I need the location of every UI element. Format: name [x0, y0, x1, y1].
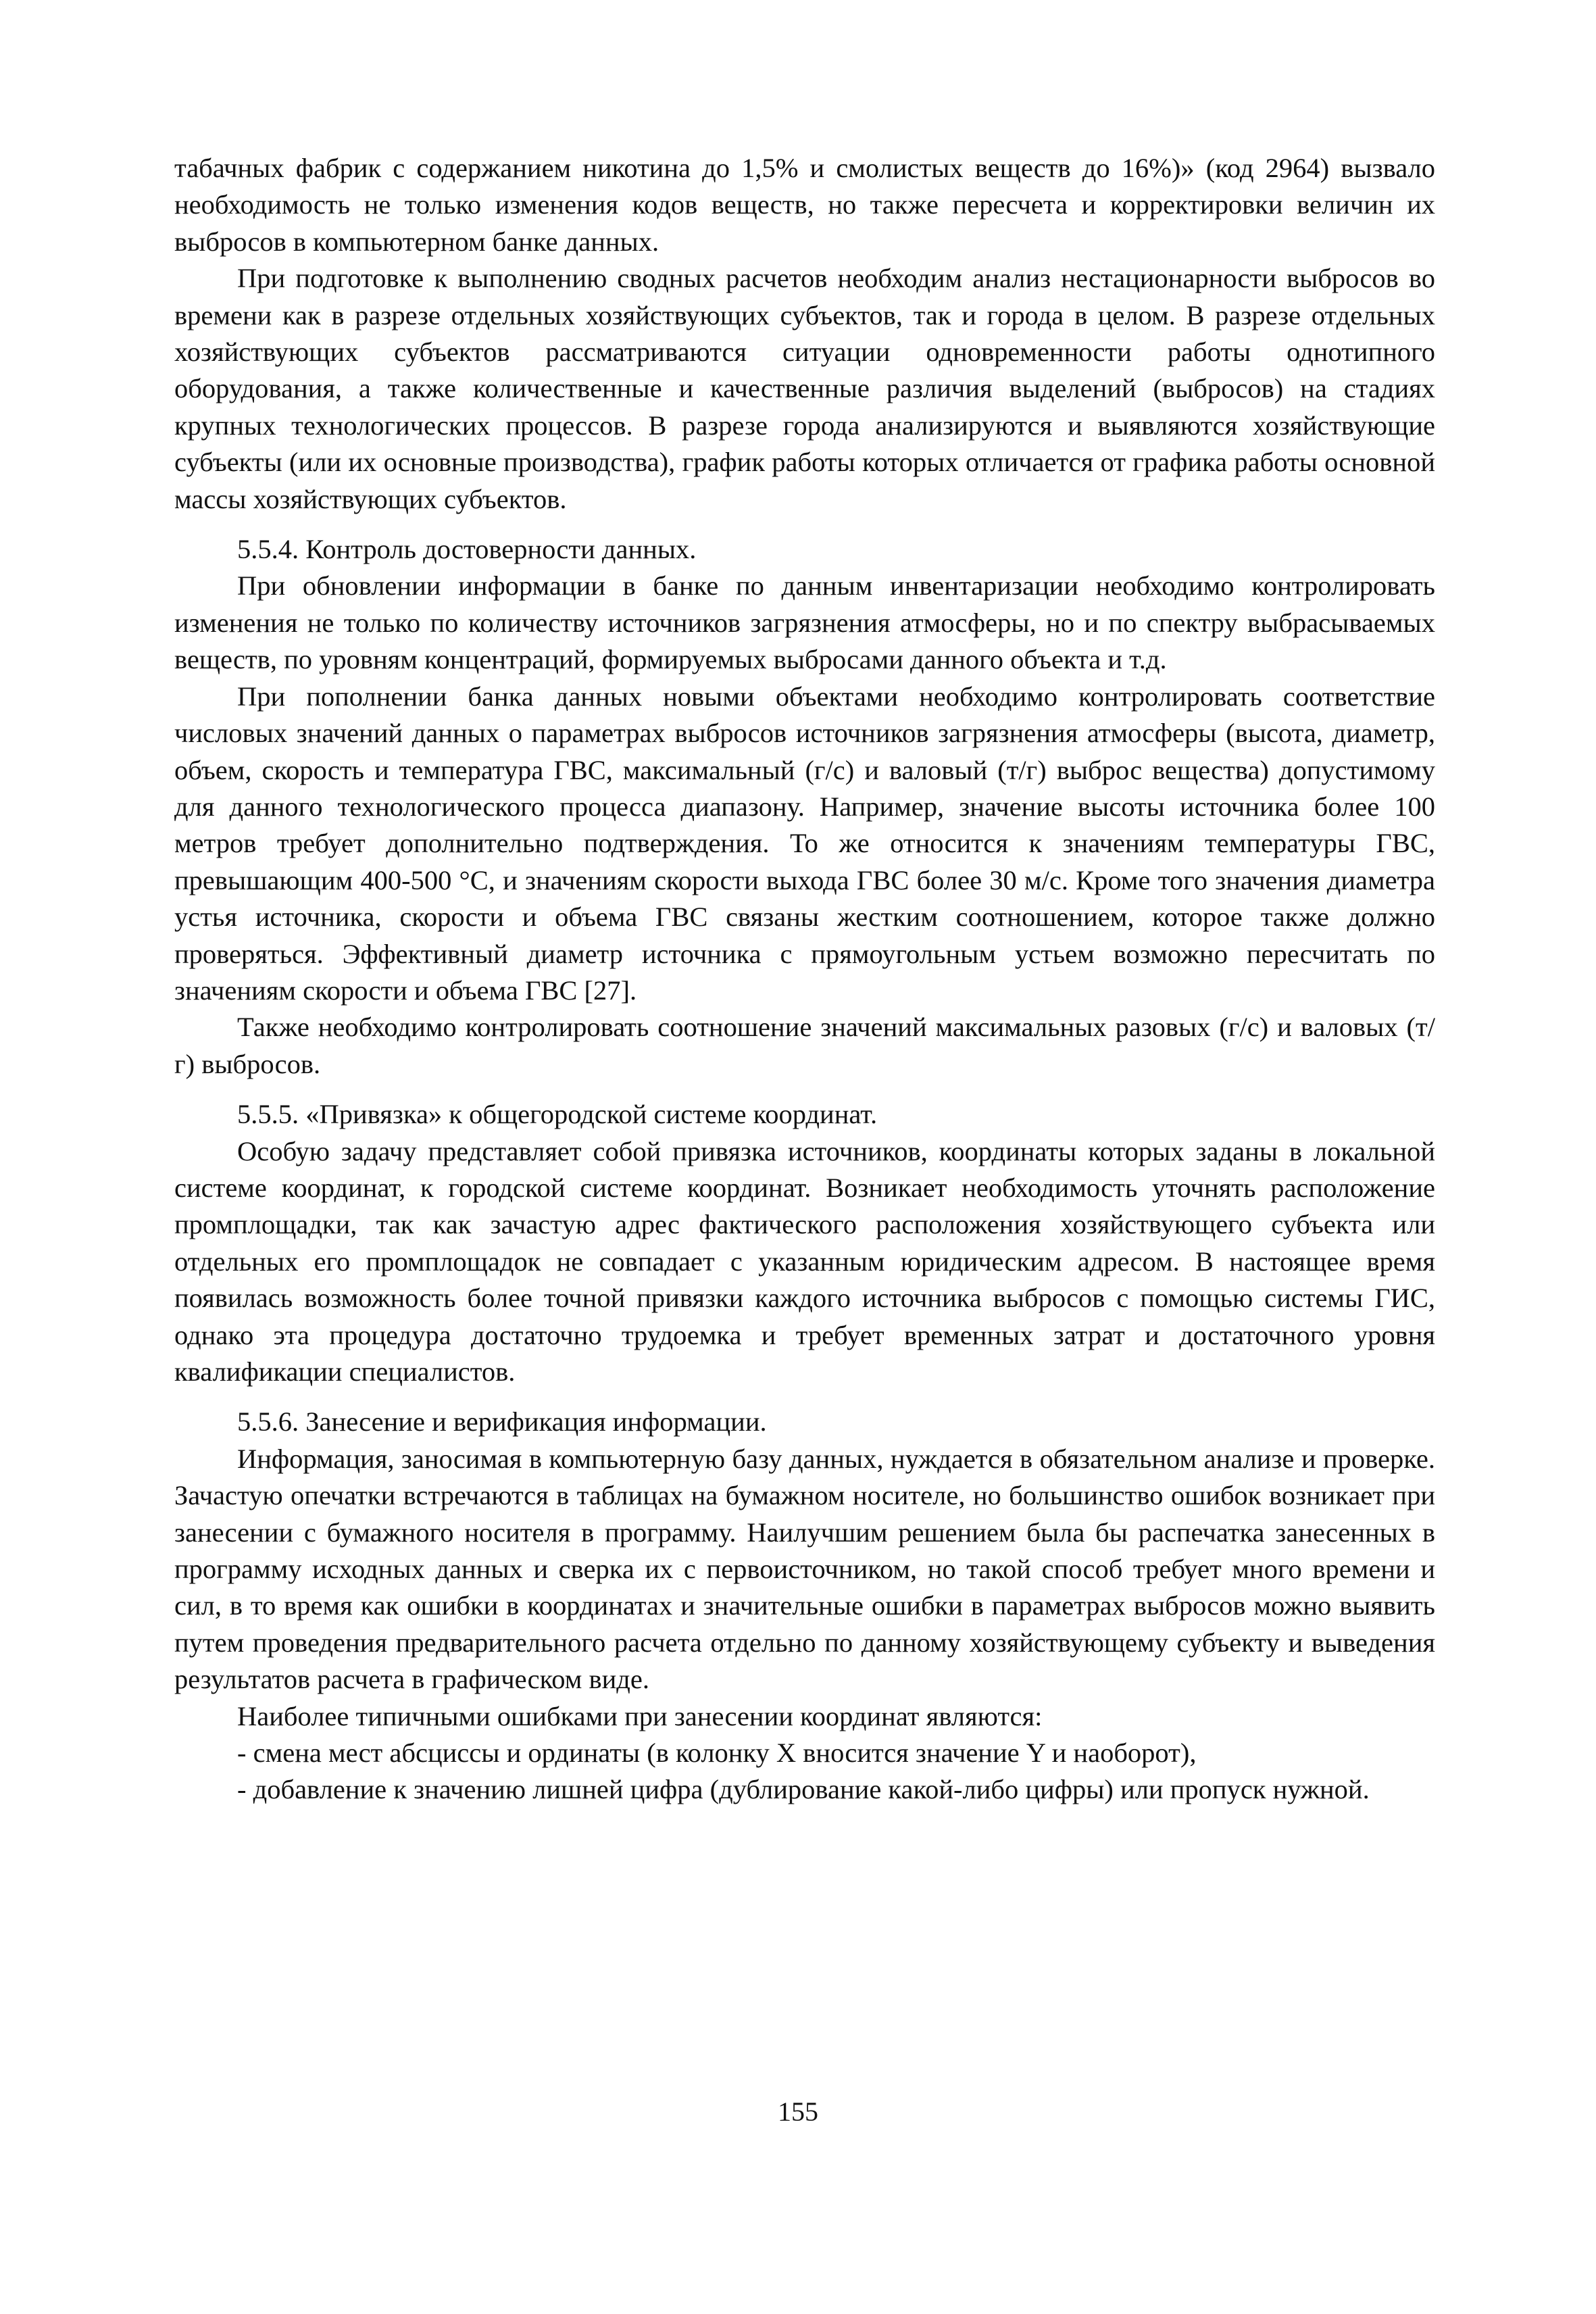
- paragraph-typical-errors: Наиболее типичными ошибками при занесении координат являются:: [237, 1700, 1043, 1731]
- paragraph-nonstationarity: При подготовке к выполнению сводных расчетов необходим анализ нестационарности выбросов во времени как в разрезе отдельных хозяйствующих субъектов, так и города в целом. В разрезе отдельных хозяйствующих субъектов рассматриваются ситуации одновременности работы однотипного оборудования, а также количественные и качественные различия выделений (выбросов) на стадиях крупных технологических процессов. В разрезе города анализируются и выявляются хозяйствующие субъекты (или их основные производства), график работы которых отличается от графика работы основной массы хозяйствующих субъектов.: [174, 263, 1435, 514]
- paragraph-coordinate-binding: Особую задачу представляет собой привязка источников, координаты которых заданы в локальной системе координат, к городской системе координат. Возникает необходимость уточнять расположение промплощадки, так как зачастую адрес фактического расположения хозяйствующего субъекта или отдельных его промплощадок не совпадает с указанным юридическим адресом. В настоящее время появилась возможность более точной привязки каждого источника выбросов с помощью системы ГИС, однако эта процедура достаточно трудоемка и требует временных затрат и достаточного уровня квалификации специалистов.: [174, 1135, 1435, 1387]
- section-heading-5-5-6: 5.5.6. Занесение и верификация информации.: [237, 1406, 767, 1437]
- page-number: 155: [778, 2096, 818, 2127]
- paragraph-inventory-update: При обновлении информации в банке по данным инвентаризации необходимо контролировать изменения не только по количеству источников загрязнения атмосферы, но и по спектру выбрасываемых веществ, по уровням концентраций, формируемых выбросами данного объекта и т.д.: [174, 570, 1435, 675]
- section-heading-5-5-5: 5.5.5. «Привязка» к общегородской системе координат.: [237, 1099, 878, 1130]
- section-heading-5-5-4: 5.5.4. Контроль достоверности данных.: [237, 534, 697, 565]
- paragraph-new-objects: При пополнении банка данных новыми объектами необходимо контролировать соответствие числовых значений данных о параметрах выбросов источников загрязнения атмосферы (высота, диаметр, объем, скорость и температура ГВС, максимальный (г/с) и валовый (т/г) выброс вещества) допустимому для данного технологического процесса диапазону. Например, значение высоты источника более 100 метров требует дополнительно подтверждения. То же относится к значениям температуры ГВС, превышающим 400-500 °С, и значениям скорости выхода ГВС более 30 м/с. Кроме того значения диаметра устья источника, скорости и объема ГВС связаны жестким соотношением, которое также должно проверяться. Эффективный диаметр источника с прямоугольным устьем возможно пересчитать по значениям скорости и объема ГВС [27].: [174, 681, 1435, 1006]
- paragraph-continuation: табачных фабрик с содержанием никотина до 1,5% и смолистых веществ до 16%)» (код 2964) вызвало необходимость не только изменения кодов веществ, но также пересчета и корректировки величин их выбросов в компьютерном банке данных.: [174, 153, 1435, 257]
- paragraph-ratio-control: Также необходимо контролировать соотношение значений максимальных разовых (г/с) и валовых (т/г) выбросов.: [174, 1012, 1435, 1079]
- paragraph-data-entry: Информация, заносимая в компьютерную базу данных, нуждается в обязательном анализе и проверке. Зачастую опечатки встречаются в таблицах на бумажном носителе, но большинство ошибок возникает при занесении с бумажного носителя в программу. Наилучшим решением была бы распечатка занесенных в программу исходных данных и сверка их с первоисточником, но такой способ требует много времени и сил, в то время как ошибки в координатах и значительные ошибки в параметрах выбросов можно выявить путем проведения предварительного расчета отдельно по данному хозяйствующему субъекту и выведения результатов расчета в графическом виде.: [174, 1443, 1435, 1695]
- body-text: [174, 150, 1435, 1808]
- list-item-extra-digit: - добавление к значению лишней цифра (дублирование какой-либо цифры) или пропуск нужной.: [237, 1774, 1370, 1805]
- list-item-axis-swap: - смена мест абсциссы и ординаты (в колонку X вносится значение Y и наоборот),: [237, 1738, 1197, 1769]
